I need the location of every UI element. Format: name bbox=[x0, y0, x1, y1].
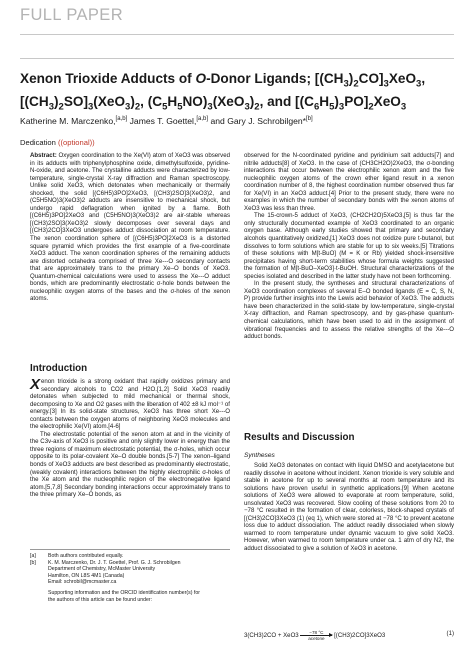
abstract-right: observed for the N-coordinated pyridine and pyridinium salt adducts[7] and nitrile adducts[8] of XeO3. In the case of (CH3CH2O)2XeO3, the σ-bonding interactions that occur between the electrophilic xenon atom and the five nucleophilic oxygen atoms of the crown ether ligand result in a xenon coordination number of 8, the highest coordination number observed thus far for Xe(VI) in an XeO3 adduct.[4] Prior to the present study, there were no examples in which the number of secondary bonds with the xenon atoms of XeO3 was less than three. The 15-crown-5 adduct of XeO3, (CH2CH2O)5XeO3,[5] is thus far the only structurally documented example of XeO3 coordinated to an organic oxygen base. Although early studies showed that primary and secondary alcohols quantitatively oxidized,[1] XeO3 does not oxidize pure t-butanol, but dissolves to form solutions which are stable for up to six weeks.[5] Titrations of these solutions with M[t-BuO] (M = K or Rb) yielded shock-insensitive precipitates having short-term stabilities whose formula weights suggested the formation of M[t-BuO–XeO3]·t-BuOH. Structural characterizations of the species isolated and described in the latter study have not been forthcoming. In the present study, the syntheses and structural characterizations of XeO3 coordination complexes of several E–O bonded ligands (E = C, S, N, P) provide further insights into the Lewis acid behavior of XeO3. The adducts have been characterized in the solid-state by low-temperature, single-crystal X-ray diffraction, and Raman spectroscopy, and by gas-phase quantum-chemical calculations, which have been used to aid in the assignment of vibrational frequencies and to assess the relative strengths of the Xe---O adduct bonds. bbox=[244, 152, 454, 341]
author-list: Katherine M. Marczenko,[a,b] James T. Goettel,[a,b] and Gary J. Schrobilgen*[b] bbox=[20, 116, 313, 126]
header-rule-bottom bbox=[20, 58, 454, 59]
reaction-arrow: −78 °C acetone bbox=[300, 630, 332, 641]
results-heading: Results and Discussion bbox=[244, 432, 355, 443]
introduction-body: Xenon trioxide is a strong oxidant that rapidly oxidizes primary and secondary alcohols to CO2 and H2O.[1,2] Solid XeO3 readily detonates when subjected to mild mechanical or thermal shock, decomposing to Xe and O2 gases with the liberation of 402 ±8 kJ mol⁻¹ of energy.[3] In its solid-state structures, XeO3 has three short Xe---O contacts between the oxygen atoms of neighboring XeO3 molecules and the electrophilic Xe(VI) atom.[4-6] The electrostatic potential of the xenon atom at and in the vicinity of the C3v-axis of XeO3 is positive and only slightly lower in energy than the three regions of maximum electrostatic potential, the σ-holes, which occur opposite to its polar-covalent Xe–O double bonds.[5-7] The xenon–ligand bonds of XeO3 adducts are best described as predominantly electrostatic, (weakly covalent) interactions between the highly electrophilic σ-holes of the Xe atom and the nucleophilic region of the electronegative ligand atom.[5,7,8] Secondary bonding interactions occur approximately trans to the three primary Xe–O bonds, as bbox=[30, 376, 230, 499]
syntheses-subheading: Syntheses bbox=[244, 452, 275, 459]
paper-title: Xenon Trioxide Adducts of O-Donor Ligands; $[(CH_3)_2CO]_3XeO_3$, $[(CH_3)_2SO]_3(XeO_3)_2$, $(C_5H_5NO)_3(XeO_3)_2$, and $[(C_6H_5)_3PO]_2XeO_3$ bbox=[20, 71, 426, 113]
header-rule-top bbox=[20, 34, 454, 35]
section-label: FULL PAPER bbox=[20, 6, 124, 24]
abstract-left: Abstract: Oxygen coordination to the Xe(VI) atom of XeO3 was observed in its adducts with triphenylphosphine oxide, dimethylsulfoxide, pyridine-N-oxide, and acetone. The crystalline adducts were characterized by low-temperature, single-crystal X-ray diffraction and Raman spectroscopy. Unlike solid XeO3, which detonates when mechanically or thermally shocked, the solid [(C6H5)3PO]2XeO3, [(CH3)2SO]3(XeO3)2, and (C5H5NO)3(XeO3)2 adducts are insensitive to mechanical shock, but undergo rapid deflagration when ignited by a flame. Both [(C6H5)3PO]2XeO3 and (C5H5NO)3(XeO3)2 are air-stable whereas [(CH3)2SO]3(XeO3)2 slowly decomposes over several days and [(CH3)2CO]3XeO3 undergoes adduct dissociation at room temperature. The xenon coordination sphere of [(C6H5)3PO]2XeO3 is a distorted square pyramid which provides the first example of a five-coordinate XeO3 adduct. The xenon coordination spheres of the remaining adducts are distorted octahedra comprised of three Xe---O secondary contacts that are approximately trans to the primary Xe–O bonds of XeO3. Quantum-chemical calculations were used to assess the Xe---O adduct bonds, which are predominantly electrostatic σ-hole bonds between the nucleophilic oxygen atoms of the bases and the σ-holes of the xenon atoms. bbox=[30, 152, 230, 303]
footnote-rule bbox=[30, 549, 230, 550]
footnotes: [a] Both authors contributed equally. [b] K. M. Marczenko, Dr. J. T. Goettel, Prof. G. J. Schrobilgen Department of Chemistry, McMaster University Hamilton, ON L8S 4M1 (Canada) Email: schrobil@mcmaster.ca Supporting information and the ORCID identification number(s) for the authors of this article can be found under: bbox=[30, 553, 200, 603]
results-body: Solid XeO3 detonates on contact with liquid DMSO and acetylacetone but readily dissolve in acetone without incident. Xenon trioxide is very soluble and stable in acetone for up to several months at room temperature and its solutions have proven useful in synthetic applications.[9] When acetone solutions of XeO3 were allowed to evaporate at room temperature, solid, unsolvated XeO3 was recovered. Slow cooling of these solutions from 20 to −78 °C resulted in the formation of clear, colorless, block-shaped crystals of [(CH3)2CO]3XeO3 (1) (eq 1), which were stored at −78 °C to prevent acetone loss due to adduct dissociation. The adduct readily dissociated when slowly warmed to room temperature under dynamic vacuum to give solid XeO3. However, when warmed to room temperature under ca. 1 atm of dry N2, the adduct dissociated to give a solution of XeO3 in acetone. bbox=[244, 462, 454, 553]
introduction-heading: Introduction bbox=[30, 363, 88, 374]
equation-1: 3(CH3)2CO + XeO3 −78 °C acetone [(CH3)2CO]3XeO3 (1) bbox=[244, 630, 454, 641]
dedication: Dedication ((optional)) bbox=[20, 138, 95, 147]
